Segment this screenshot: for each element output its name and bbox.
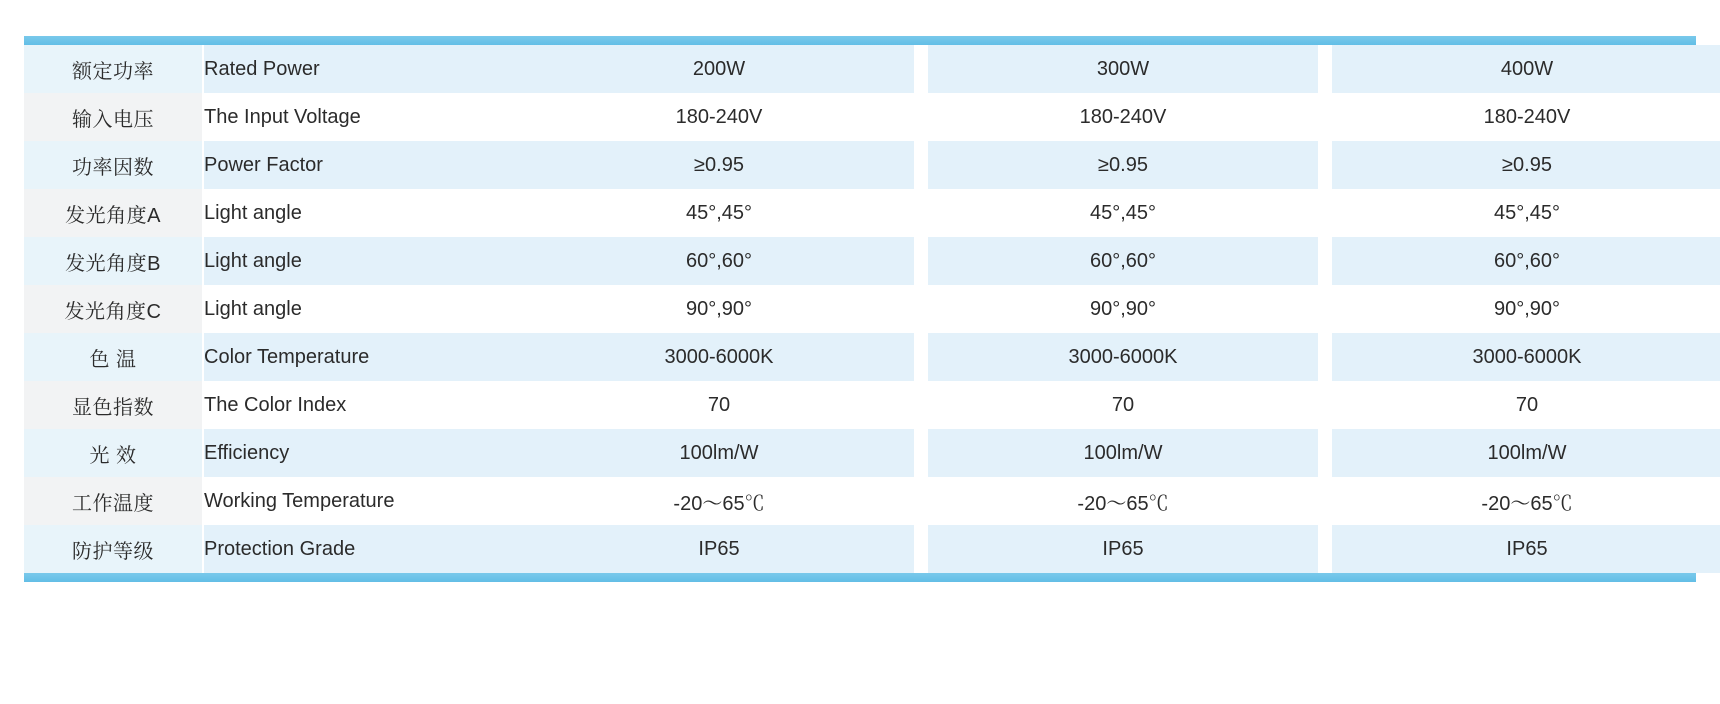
- row-label-cn: 输入电压: [24, 93, 204, 141]
- column-gap: [1318, 93, 1332, 141]
- column-gap: [1318, 141, 1332, 189]
- column-gap: [1318, 477, 1332, 525]
- cell-value: 100lm/W: [1332, 429, 1720, 477]
- cell-value: 3000-6000K: [524, 333, 914, 381]
- column-gap: [1318, 381, 1332, 429]
- column-gap: [1318, 189, 1332, 237]
- cell-value: 300W: [928, 45, 1318, 93]
- table-row: [24, 285, 1720, 333]
- table-row: [24, 477, 1720, 525]
- cell-value: 3000-6000K: [928, 333, 1318, 381]
- cell-value: 70: [524, 381, 914, 429]
- row-label-en: The Input Voltage: [204, 93, 524, 141]
- row-label-en: Working Temperature: [204, 477, 524, 525]
- row-label-cn: 发光角度A: [24, 189, 204, 237]
- cell-value: 45°,45°: [524, 189, 914, 237]
- cell-value: 90°,90°: [524, 285, 914, 333]
- row-label-cn: 功率因数: [24, 141, 204, 189]
- column-gap: [914, 333, 928, 381]
- cell-value: ≥0.95: [1332, 141, 1720, 189]
- row-label-cn: 发光角度C: [24, 285, 204, 333]
- column-gap: [1318, 429, 1332, 477]
- row-label-cn: 显色指数: [24, 381, 204, 429]
- cell-value: 60°,60°: [1332, 237, 1720, 285]
- cell-value: 100lm/W: [524, 429, 914, 477]
- cell-value: 70: [1332, 381, 1720, 429]
- column-gap: [914, 93, 928, 141]
- cell-value: 90°,90°: [928, 285, 1318, 333]
- row-label-en: The Color Index: [204, 381, 524, 429]
- row-label-cn: 发光角度B: [24, 237, 204, 285]
- cell-value: ≥0.95: [928, 141, 1318, 189]
- row-label-cn: 防护等级: [24, 525, 204, 573]
- table-row: [24, 381, 1720, 429]
- row-label-cn: 光 效: [24, 429, 204, 477]
- row-label-en: Color Temperature: [204, 333, 524, 381]
- table-row: [24, 237, 1720, 285]
- column-gap: [914, 429, 928, 477]
- table-body: [24, 45, 1720, 573]
- cell-value: 200W: [524, 45, 914, 93]
- cell-value: 60°,60°: [928, 237, 1318, 285]
- cell-value: -20～65℃: [524, 477, 914, 525]
- cell-value: 180-240V: [1332, 93, 1720, 141]
- table-row: [24, 141, 1720, 189]
- specification-table: [24, 45, 1720, 573]
- row-label-en: Light angle: [204, 237, 524, 285]
- table-row: [24, 93, 1720, 141]
- cell-value: 90°,90°: [1332, 285, 1720, 333]
- cell-value: 45°,45°: [1332, 189, 1720, 237]
- column-gap: [914, 45, 928, 93]
- specification-table-container: [24, 36, 1696, 582]
- column-gap: [914, 141, 928, 189]
- cell-value: 400W: [1332, 45, 1720, 93]
- column-gap: [1318, 525, 1332, 573]
- cell-value: 180-240V: [524, 93, 914, 141]
- table-row: [24, 333, 1720, 381]
- column-gap: [914, 237, 928, 285]
- cell-value: 3000-6000K: [1332, 333, 1720, 381]
- row-label-en: Rated Power: [204, 45, 524, 93]
- column-gap: [914, 381, 928, 429]
- row-label-en: Efficiency: [204, 429, 524, 477]
- bottom-accent-bar: [24, 573, 1696, 582]
- cell-value: 100lm/W: [928, 429, 1318, 477]
- row-label-cn: 色 温: [24, 333, 204, 381]
- table-row: [24, 189, 1720, 237]
- column-gap: [914, 525, 928, 573]
- row-label-en: Light angle: [204, 189, 524, 237]
- column-gap: [1318, 333, 1332, 381]
- table-row: [24, 429, 1720, 477]
- cell-value: -20～65℃: [928, 477, 1318, 525]
- row-label-cn: 额定功率: [24, 45, 204, 93]
- cell-value: ≥0.95: [524, 141, 914, 189]
- column-gap: [1318, 237, 1332, 285]
- column-gap: [914, 285, 928, 333]
- row-label-cn: 工作温度: [24, 477, 204, 525]
- column-gap: [914, 477, 928, 525]
- top-accent-bar: [24, 36, 1696, 45]
- cell-value: 45°,45°: [928, 189, 1318, 237]
- row-label-en: Light angle: [204, 285, 524, 333]
- row-label-en: Protection Grade: [204, 525, 524, 573]
- column-gap: [1318, 45, 1332, 93]
- column-gap: [1318, 285, 1332, 333]
- cell-value: IP65: [1332, 525, 1720, 573]
- cell-value: IP65: [524, 525, 914, 573]
- cell-value: 70: [928, 381, 1318, 429]
- table-row: [24, 45, 1720, 93]
- row-label-en: Power Factor: [204, 141, 524, 189]
- column-gap: [914, 189, 928, 237]
- cell-value: -20～65℃: [1332, 477, 1720, 525]
- cell-value: 60°,60°: [524, 237, 914, 285]
- table-row: [24, 525, 1720, 573]
- cell-value: IP65: [928, 525, 1318, 573]
- cell-value: 180-240V: [928, 93, 1318, 141]
